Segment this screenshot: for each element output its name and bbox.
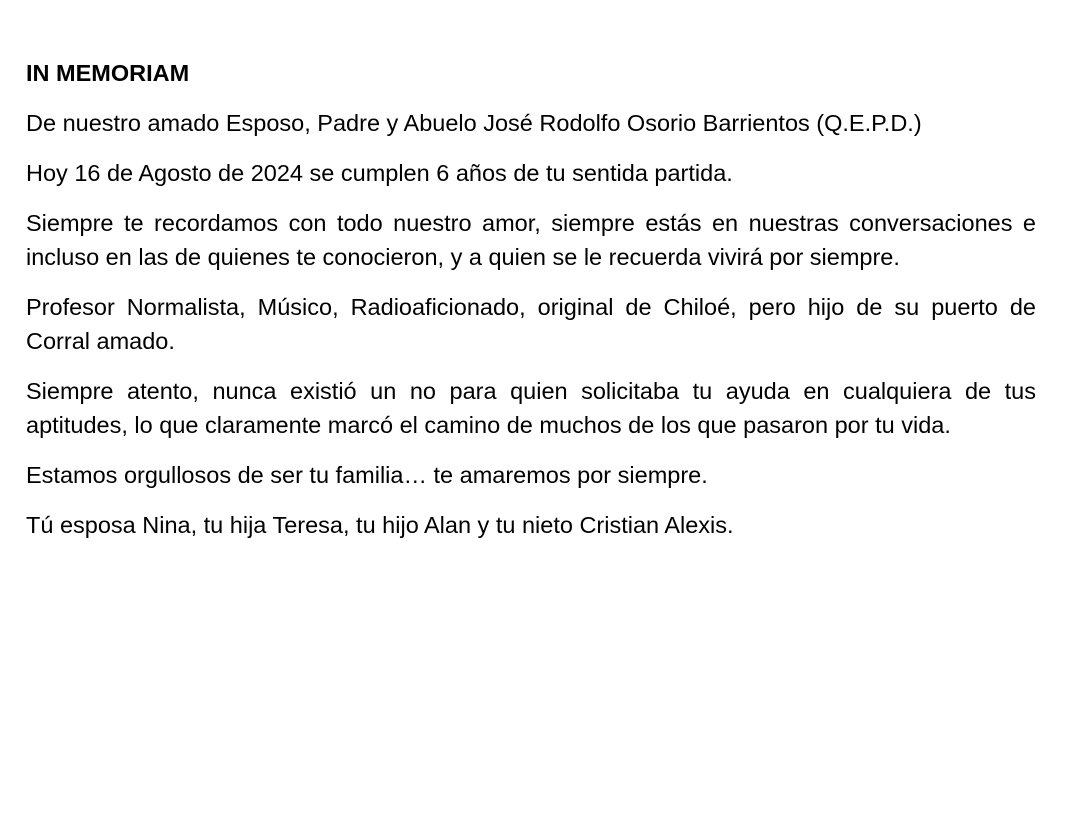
memorial-notice bbox=[26, 56, 1036, 558]
paragraph-signature: Tú esposa Nina, tu hija Teresa, tu hijo Alan y tu nieto Cristian Alexis. bbox=[26, 512, 734, 538]
notice-title: IN MEMORIAM bbox=[26, 60, 190, 86]
paragraph-character: Siempre atento, nunca existió un no para quien solicitaba tu ayuda en cualquiera de tus aptitudes, lo que claramente marcó el camino de muchos de los que pasaron por tu vida. bbox=[26, 378, 1036, 438]
paragraph-family-pride: Estamos orgullosos de ser tu familia… te amaremos por siempre. bbox=[26, 462, 708, 488]
paragraph-dedication: De nuestro amado Esposo, Padre y Abuelo José Rodolfo Osorio Barrientos (Q.E.P.D.) bbox=[26, 110, 922, 136]
paragraph-biography: Profesor Normalista, Músico, Radioaficionado, original de Chiloé, pero hijo de su puerto de Corral amado. bbox=[26, 294, 1036, 354]
paragraph-anniversary: Hoy 16 de Agosto de 2024 se cumplen 6 años de tu sentida partida. bbox=[26, 160, 733, 186]
paragraph-remembrance: Siempre te recordamos con todo nuestro amor, siempre estás en nuestras conversaciones e incluso en las de quienes te conocieron, y a quien se le recuerda vivirá por siempre. bbox=[26, 210, 1036, 270]
